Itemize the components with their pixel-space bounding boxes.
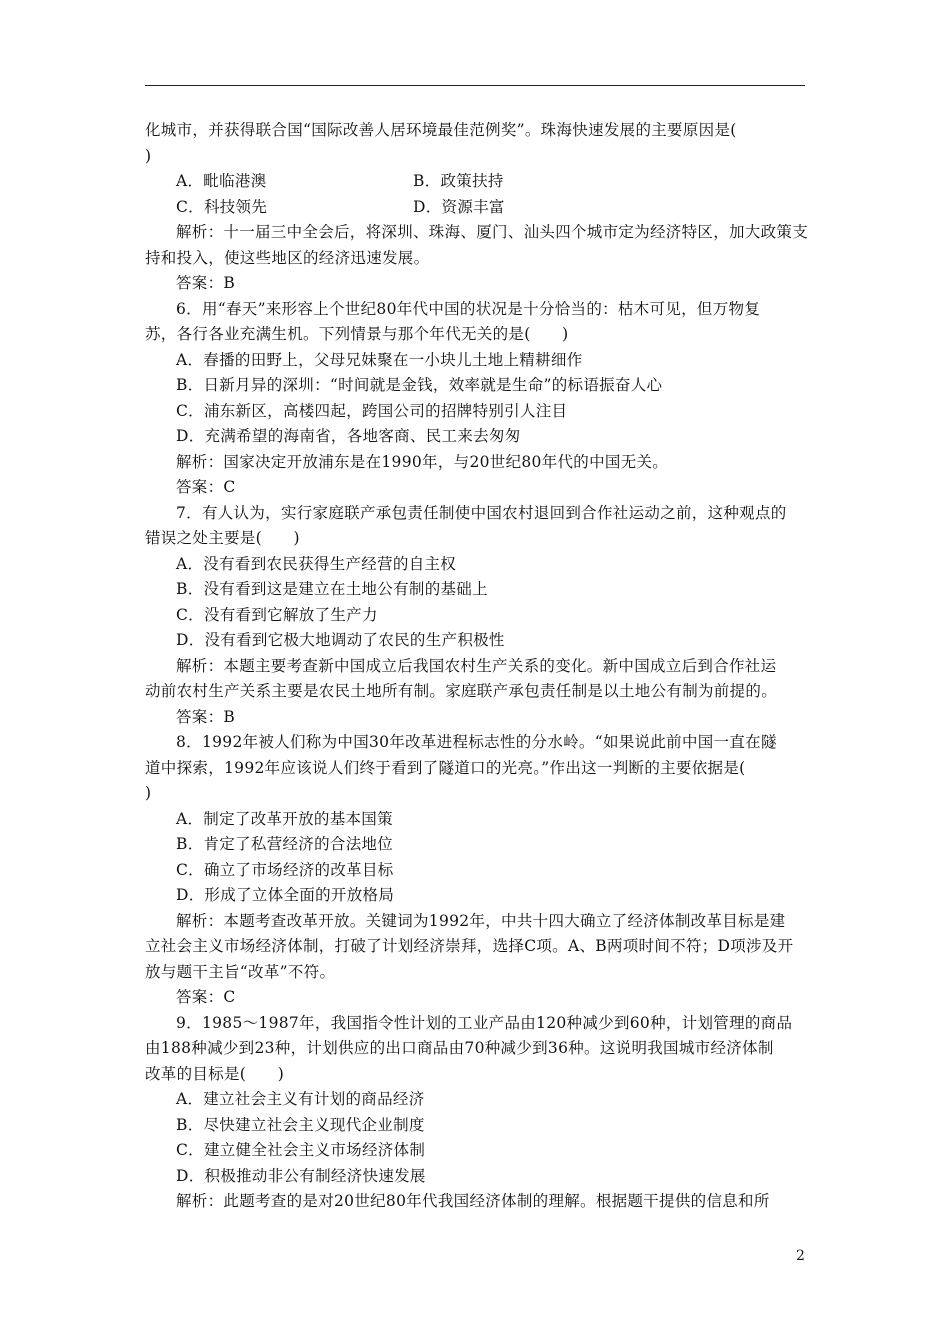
text-line: C．建立健全社会主义市场经济体制 [176, 1141, 426, 1159]
header-rule [145, 85, 805, 86]
text-line: 解析：十一届三中全会后，将深圳、珠海、厦门、汕头四个城市定为经济特区，加大政策支 [176, 223, 809, 241]
text-line: 立社会主义市场经济体制，打破了计划经济崇拜，选择C项。A、B两项时间不符；D项涉及开 [145, 937, 794, 955]
option-row [145, 169, 805, 195]
text-line: 答案：B [176, 707, 236, 726]
option-label: D．资源丰富 [413, 197, 505, 216]
text-line: ) [145, 784, 152, 802]
text-line: C．浦东新区，高楼四起，跨国公司的招牌特别引人注目 [176, 401, 568, 420]
text-line: 道中探索，1992年应该说人们终于看到了隧道口的光亮。”作出这一判断的主要依据是( [145, 758, 746, 777]
text-line: 解析：本题考查改革开放。关键词为1992年，中共十四大确立了经济体制改革目标是建 [176, 911, 786, 930]
text-line: 9．1985～1987年，我国指令性计划的工业产品由120种减少到60种，计划管理的商品 [176, 1013, 793, 1032]
text-line: B．肯定了私营经济的合法地位 [176, 835, 394, 853]
text-line: A．建立社会主义有计划的商品经济 [176, 1090, 425, 1108]
option-label: A．毗临港澳 [176, 172, 267, 190]
text-line: ) [145, 146, 152, 165]
text-line: 化城市，并获得联合国“国际改善人居环境最佳范例奖”。珠海快速发展的主要原因是( [145, 121, 737, 139]
text-line: D．没有看到它极大地调动了农民的生产积极性 [176, 631, 505, 649]
text-line: D．充满希望的海南省，各地客商、民工来去匆匆 [176, 427, 521, 445]
text-line: 解析：此题考查的是对20世纪80年代我国经济体制的理解。根据题干提供的信息和所 [176, 1192, 770, 1210]
text-line: A．制定了改革开放的基本国策 [176, 809, 393, 828]
text-line: B．没有看到这是建立在土地公有制的基础上 [176, 580, 488, 598]
text-line: 7．有人认为，实行家庭联产承包责任制使中国农村退回到合作社运动之前，这种观点的 [176, 503, 787, 522]
text-line: 8．1992年被人们称为中国30年改革进程标志性的分水岭。“如果说此前中国一直在隧 [176, 733, 777, 751]
text-line: 答案：C [176, 478, 236, 496]
text-line: 解析：国家决定开放浦东是在1990年，与20世纪80年代的中国无关。 [176, 452, 669, 471]
page-number: 2 [796, 1248, 805, 1264]
text-line: B．尽快建立社会主义现代企业制度 [176, 1115, 425, 1134]
text-line: 解析：本题主要考查新中国成立后我国农村生产关系的变化。新中国成立后到合作社运 [176, 656, 777, 675]
text-line: 改革的目标是( ) [145, 1064, 285, 1083]
text-line: 答案：B [176, 274, 236, 292]
option-label: B．政策扶持 [413, 172, 504, 190]
text-line: C．确立了市场经济的改革目标 [176, 860, 394, 879]
text-line: 动前农村生产关系主要是农民土地所有制。家庭联产承包责任制是以土地公有制为前提的。 [145, 682, 778, 700]
option-label: C．科技领先 [176, 197, 268, 216]
option-row [145, 195, 805, 221]
text-line: A．没有看到农民获得生产经营的自主权 [176, 554, 457, 573]
text-line: B．日新月异的深圳：“时间就是金钱，效率就是生命”的标语振奋人心 [176, 376, 663, 394]
text-line: 答案：C [176, 988, 236, 1006]
text-line: A．春播的田野上，父母兄妹聚在一小块儿土地上精耕细作 [176, 350, 583, 369]
text-line: 由188种减少到23种，计划供应的出口商品由70种减少到36种。这说明我国城市经济体制 [145, 1039, 774, 1057]
text-line: 持和投入，使这些地区的经济迅速发展。 [145, 248, 430, 267]
text-line: C．没有看到它解放了生产力 [176, 605, 378, 624]
text-line: D．积极推动非公有制经济快速发展 [176, 1166, 426, 1185]
text-line: D．形成了立体全面的开放格局 [176, 886, 395, 904]
text-line: 苏，各行各业充满生机。下列情景与那个年代无关的是( ) [145, 325, 569, 343]
text-line: 错误之处主要是( ) [145, 529, 300, 547]
page-body [145, 118, 809, 1215]
text-line: 放与题干主旨“改革”不符。 [145, 962, 336, 981]
text-line: 6．用“春天”来形容上个世纪80年代中国的状况是十分恰当的：枯木可见，但万物复 [176, 299, 761, 318]
